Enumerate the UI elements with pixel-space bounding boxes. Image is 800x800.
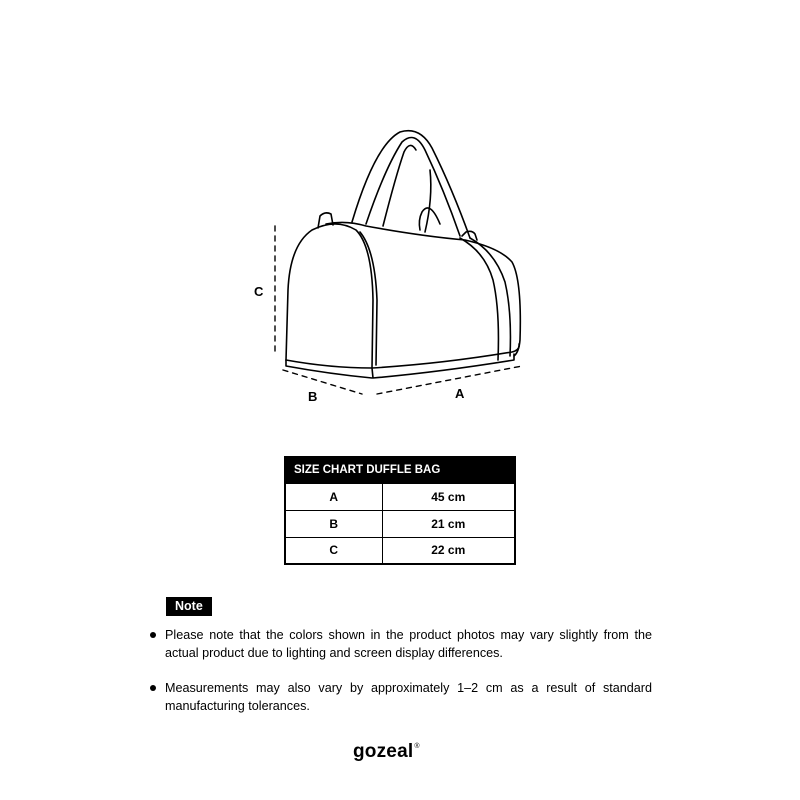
brand-logo <box>353 742 420 761</box>
note-text: Measurements may also vary by approximately 1–2 cm as a result of standard manufacturing tolerances. <box>165 681 652 713</box>
bullet-icon <box>150 685 156 691</box>
strap-front <box>460 238 498 360</box>
dimension-cell: C <box>285 537 382 564</box>
size-chart-title: SIZE CHART DUFFLE BAG <box>285 457 515 483</box>
registered-mark: ® <box>414 743 420 750</box>
handle-outer <box>352 131 470 238</box>
brand-name: gozeal <box>353 741 414 762</box>
handle-inner-left <box>383 145 416 226</box>
dimension-cell: B <box>285 510 382 537</box>
dimension-cell: A <box>285 483 382 510</box>
table-row <box>285 537 515 564</box>
dimension-label-c: C <box>254 284 264 299</box>
bag-end-panel <box>286 224 373 368</box>
table-row <box>285 483 515 510</box>
bullet-icon <box>150 632 156 638</box>
table-row <box>285 510 515 537</box>
dimension-label-b: B <box>308 389 318 404</box>
bag-end-panel-inner <box>360 232 377 365</box>
note-list-item <box>150 679 652 715</box>
note-heading: Note <box>166 597 212 616</box>
dimension-line-b <box>283 370 362 394</box>
measurement-cell: 21 cm <box>382 510 515 537</box>
measurement-cell: 22 cm <box>382 537 515 564</box>
bag-body-top <box>326 222 520 356</box>
handle-inner-right <box>425 170 431 232</box>
size-chart-table <box>284 456 516 565</box>
measurement-cell: 45 cm <box>382 483 515 510</box>
dimension-label-a: A <box>455 386 465 401</box>
note-list-item <box>150 626 652 662</box>
note-text: Please note that the colors shown in the product photos may vary slightly from the actual product due to lighting and screen display differences. <box>165 628 652 660</box>
